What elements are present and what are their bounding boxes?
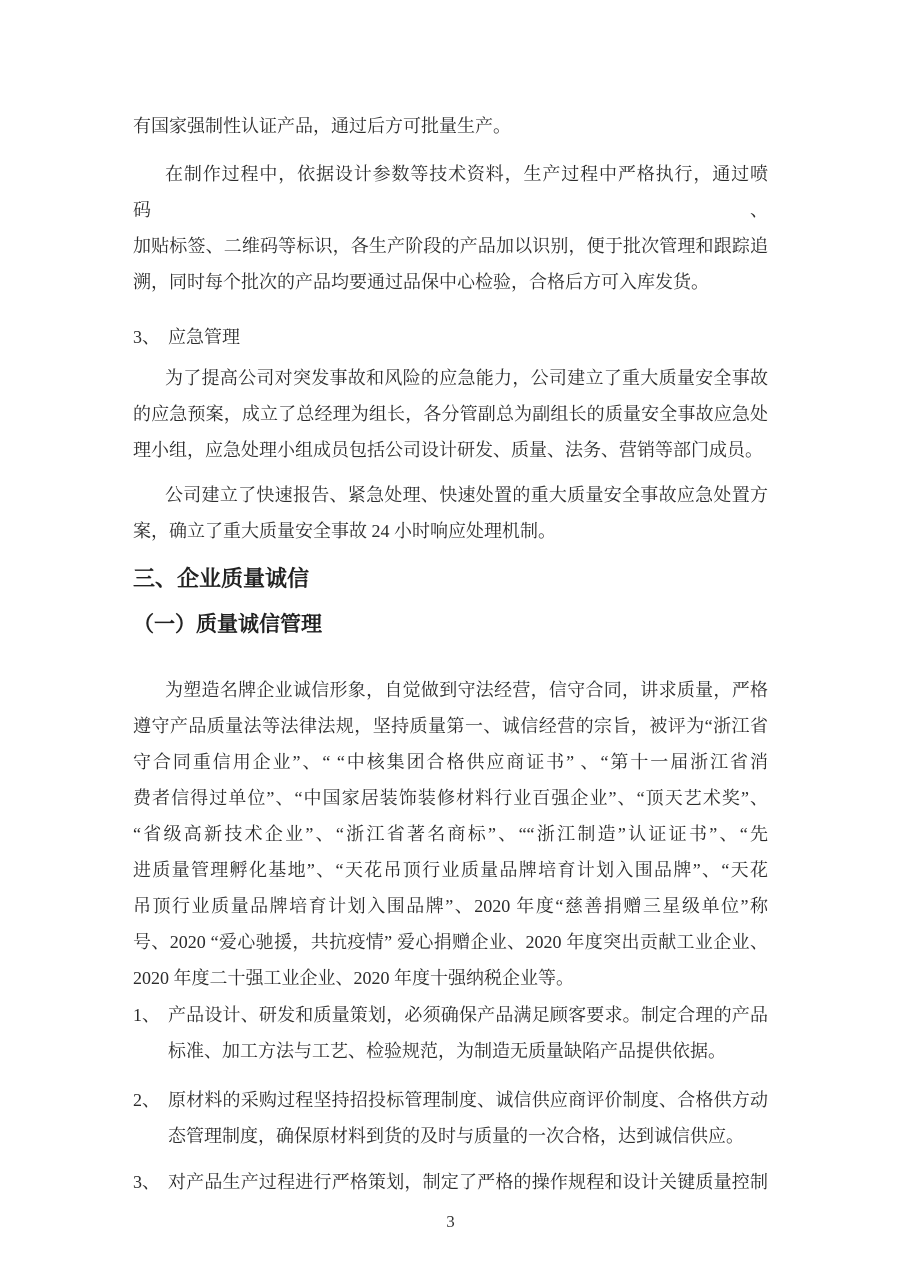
text-line: 理小组，应急处理小组成员包括公司设计研发、质量、法务、营销等部门成员。 bbox=[133, 440, 763, 460]
paragraph-emergency-plan bbox=[133, 360, 768, 468]
text-line: 溯，同时每个批次的产品均要通过品保中心检验，合格后方可入库发货。 bbox=[133, 272, 709, 292]
text-line: 对产品生产过程进行严格策划，制定了严格的操作规程和设计关键质量控制 bbox=[168, 1172, 768, 1192]
text-line: 2020 年度二十强工业企业、2020 年度十强纳税企业等。 bbox=[133, 968, 574, 988]
text-line: 的应急预案，成立了总经理为组长，各分管副总为副组长的质量安全事故应急处 bbox=[133, 404, 768, 424]
paragraph-rapid-response bbox=[133, 477, 768, 549]
text-line: 吊顶行业质量品牌培育计划入围品牌”、2020 年度“慈善捐赠三星级单位”称 bbox=[133, 896, 768, 916]
text-line: 产品设计、研发和质量策划，必须确保产品满足顾客要求。制定合理的产品 bbox=[168, 1005, 768, 1025]
paragraph-honors-awards bbox=[133, 672, 768, 996]
numbered-item-emergency-management bbox=[133, 319, 768, 355]
text-line: 公司建立了快速报告、紧急处理、快速处置的重大质量安全事故应急处置方 bbox=[165, 485, 768, 505]
text-line: 态管理制度，确保原材料到货的及时与质量的一次合格，达到诚信供应。 bbox=[168, 1126, 744, 1146]
text-line: 为了提高公司对突发事故和风险的应急能力，公司建立了重大质量安全事故 bbox=[165, 368, 768, 388]
page-number: 3 bbox=[446, 1212, 455, 1231]
numbered-item-product-design bbox=[133, 997, 768, 1069]
text-line: “省级高新技术企业”、“浙江省著名商标”、““浙江制造”认证证书”、“先 bbox=[133, 824, 768, 844]
text-line: 案，确立了重大质量安全事故 24 小时响应处理机制。 bbox=[133, 521, 556, 541]
numbered-item-production-planning bbox=[133, 1164, 768, 1200]
list-marker: 3、 bbox=[133, 1172, 160, 1192]
subsection-heading-quality-integrity-management: （一）质量诚信管理 bbox=[133, 612, 322, 636]
text-line: 为塑造名牌企业诚信形象，自觉做到守法经营，信守合同，讲求质量，严格 bbox=[165, 680, 768, 700]
document-content bbox=[133, 0, 768, 1235]
text-line: 标准、加工方法与工艺、检验规范，为制造无质量缺陷产品提供依据。 bbox=[168, 1041, 726, 1061]
paragraph-certification bbox=[133, 108, 768, 144]
text-line: 原材料的采购过程坚持招投标管理制度、诚信供应商评价制度、合格供方动 bbox=[168, 1090, 768, 1110]
list-marker: 3、 bbox=[133, 327, 160, 347]
text-line: 在制作过程中，依据设计参数等技术资料，生产过程中严格执行，通过喷码、 bbox=[133, 164, 768, 220]
text-line: 遵守产品质量法等法律法规，坚持质量第一、诚信经营的宗旨，被评为“浙江省 bbox=[133, 716, 768, 736]
item-label: 应急管理 bbox=[168, 327, 240, 347]
text-line: 加贴标签、二维码等标识，各生产阶段的产品加以识别，便于批次管理和跟踪追 bbox=[133, 236, 768, 256]
paragraph-production-process bbox=[133, 156, 768, 300]
section-heading-enterprise-quality-integrity: 三、企业质量诚信 bbox=[133, 566, 310, 591]
numbered-item-raw-material-procurement bbox=[133, 1082, 768, 1154]
text-line: 进质量管理孵化基地”、“天花吊顶行业质量品牌培育计划入围品牌”、“天花 bbox=[133, 860, 768, 880]
text-line: 有国家强制性认证产品，通过后方可批量生产。 bbox=[133, 116, 511, 136]
text-line: 守合同重信用企业”、“ “中核集团合格供应商证书” 、“第十一届浙江省消 bbox=[133, 752, 768, 772]
text-line: 号、2020 “爱心驰援，共抗疫情” 爱心捐赠企业、2020 年度突出贡献工业企业、 bbox=[133, 932, 768, 952]
list-marker: 1、 bbox=[133, 1005, 160, 1025]
list-marker: 2、 bbox=[133, 1090, 160, 1110]
text-line: 费者信得过单位”、“中国家居装饰装修材料行业百强企业”、“顶天艺术奖”、 bbox=[133, 788, 768, 808]
